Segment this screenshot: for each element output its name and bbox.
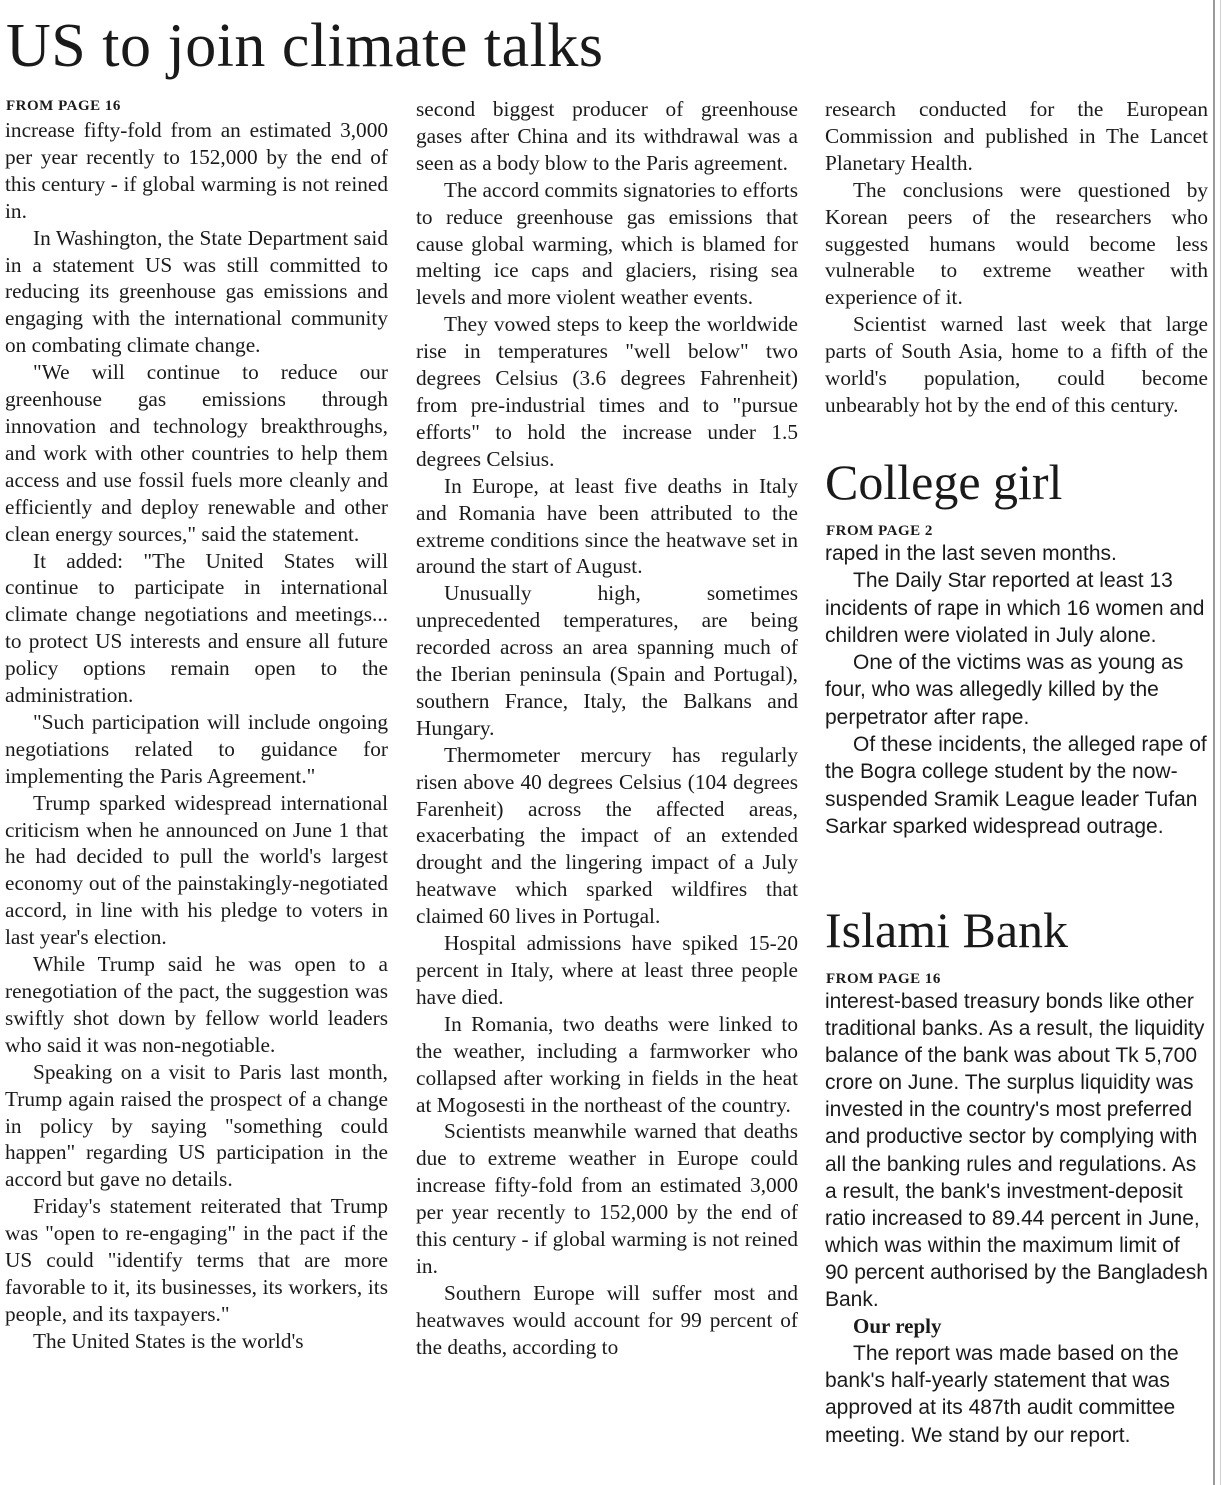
page-edge-rule [1213,0,1215,1485]
paragraph: While Trump said he was open to a renegotiation of the pact, the suggestion was swiftly shot down by fellow world leaders who said it was non-negotiable. [5,952,388,1057]
page-edge-rule-light [1220,0,1221,1485]
college-body [825,540,1208,840]
college-kicker: FROM PAGE 2 [826,523,933,539]
paragraph: Scientists meanwhile warned that deaths due to extreme weather in Europe could increase fifty-fold from an estimated 3,000 per year recently to 152,000 by the end of this century - if global warming is not reined in. [416,1119,798,1278]
paragraph: The United States is the world's [33,1328,304,1353]
paragraph: One of the victims was as young as four, who was allegedly killed by the perpetrator after rape. [825,651,1184,729]
paragraph: Of these incidents, the alleged rape of the Bogra college student by the now-suspended Sramik League leader Tufan Sarkar sparked widespread outrage. [825,733,1207,838]
paragraph: Speaking on a visit to Paris last month, Trump again raised the prospect of a change in policy by saying "something could happen" regarding US participation in the accord but gave no details. [5,1059,388,1192]
bank-body [825,988,1208,1449]
paragraph: The Daily Star reported at least 13 incidents of rape in which 16 women and children were violated in July alone. [825,569,1205,647]
paragraph: Friday's statement reiterated that Trump was "open to re-engaging" in the pact if the US could "identify terms that are more favorable to it, its businesses, its workers, its people, and its taxpayers." [5,1194,388,1326]
bank-kicker: FROM PAGE 16 [826,971,941,987]
main-headline: US to join climate talks [6,12,604,80]
paragraph: Unusually high, sometimes unprecedented temperatures, are being recorded across an area spanning much of the Iberian peninsula (Spain and Portugal), southern France, Italy, the Balkans and Hungary. [416,581,798,740]
paragraph: In Europe, at least five deaths in Italy and Romania have been attributed to the extreme conditions since the heatwave set in around the start of August. [416,473,798,579]
main-column-3 [825,96,1208,419]
paragraph: They vowed steps to keep the worldwide rise in temperatures "well below" two degrees Celsius (3.6 degrees Fahrenheit) from pre-industrial times and to "pursue efforts" to hold the increase under 1.5 degrees Celsius. [416,312,798,471]
paragraph: "Such participation will include ongoing negotiations related to guidance for implementing the Paris Agreement." [5,709,388,788]
reply-heading: Our reply [853,1314,942,1339]
paragraph: Hospital admissions have spiked 15-20 percent in Italy, where at least three people have died. [416,931,798,1009]
paragraph: The report was made based on the bank's half-yearly statement that was approved at its 487th audit committee meeting. We stand by our report. [825,1342,1179,1447]
paragraph: "We will continue to reduce our greenhouse gas emissions through innovation and technology breakthroughs, and work with other countries to help them access and use fossil fuels more cleanly and efficiently and deploy renewable and other clean energy sources," said the statement. [5,360,388,546]
paragraph: The conclusions were questioned by Korean peers of the researchers who suggested humans would become less vulnerable to extreme weather with experience of it. [825,177,1208,310]
main-column-2 [416,96,798,1361]
paragraph: Trump sparked widespread international criticism when he announced on June 1 that he had decided to pull the world's largest economy out of the painstakingly-negotiated accord, in line with his pledge to voters in last year's election. [5,790,388,950]
paragraph: interest-based treasury bonds like other traditional banks. As a result, the liquidity balance of the bank was about Tk 5,700 crore on June. The surplus liquidity was invested in the country's most preferred and productive sector by complying with all the banking rules and regulations. As a result, the bank's investment-deposit ratio increased to 89.44 percent in June, which was within the maximum limit of 90 percent authorised by the Bangladesh Bank. [825,990,1208,1312]
paragraph: The accord commits signatories to efforts to reduce greenhouse gas emissions that cause global warming, which is blamed for melting ice caps and glaciers, rising sea levels and more violent weather events. [416,177,798,310]
paragraph: raped in the last seven months. [825,542,1117,565]
college-headline: College girl [825,454,1063,510]
main-kicker: FROM PAGE 16 [6,98,121,114]
paragraph: In Romania, two deaths were linked to the weather, including a farmworker who collapsed after working in fields in the heat at Mogosesti in the northeast of the country. [416,1011,798,1117]
paragraph: It added: "The United States will continue to participate in international climate change negotiations and meetings... to protect US interests and ensure all future policy options remain open to the administration. [5,548,388,708]
paragraph: Scientist warned last week that large parts of South Asia, home to a fifth of the world's population, could become unbearably hot by the end of this century. [825,312,1208,417]
paragraph: Southern Europe will suffer most and heatwaves would account for 99 percent of the deaths, according to [416,1280,798,1359]
paragraph: Thermometer mercury has regularly risen above 40 degrees Celsius (104 degrees Farenheit) across the affected areas, exacerbating the impact of an extended drought and the lingering impact of a July heatwave which sparked wildfires that claimed 60 lives in Portugal. [416,742,798,929]
paragraph: research conducted for the European Commission and published in The Lancet Planetary Health. [825,97,1208,175]
main-column-1 [5,117,388,1355]
paragraph: increase fifty-fold from an estimated 3,000 per year recently to 152,000 by the end of this century - if global warming is not reined in. [5,118,388,223]
paragraph: In Washington, the State Department said in a statement US was still committed to reducing its greenhouse gas emissions and engaging with the international community on combating climate change. [5,225,388,358]
bank-headline: Islami Bank [825,902,1069,958]
paragraph: second biggest producer of greenhouse gases after China and its withdrawal was a seen as a body blow to the Paris agreement. [416,97,798,175]
